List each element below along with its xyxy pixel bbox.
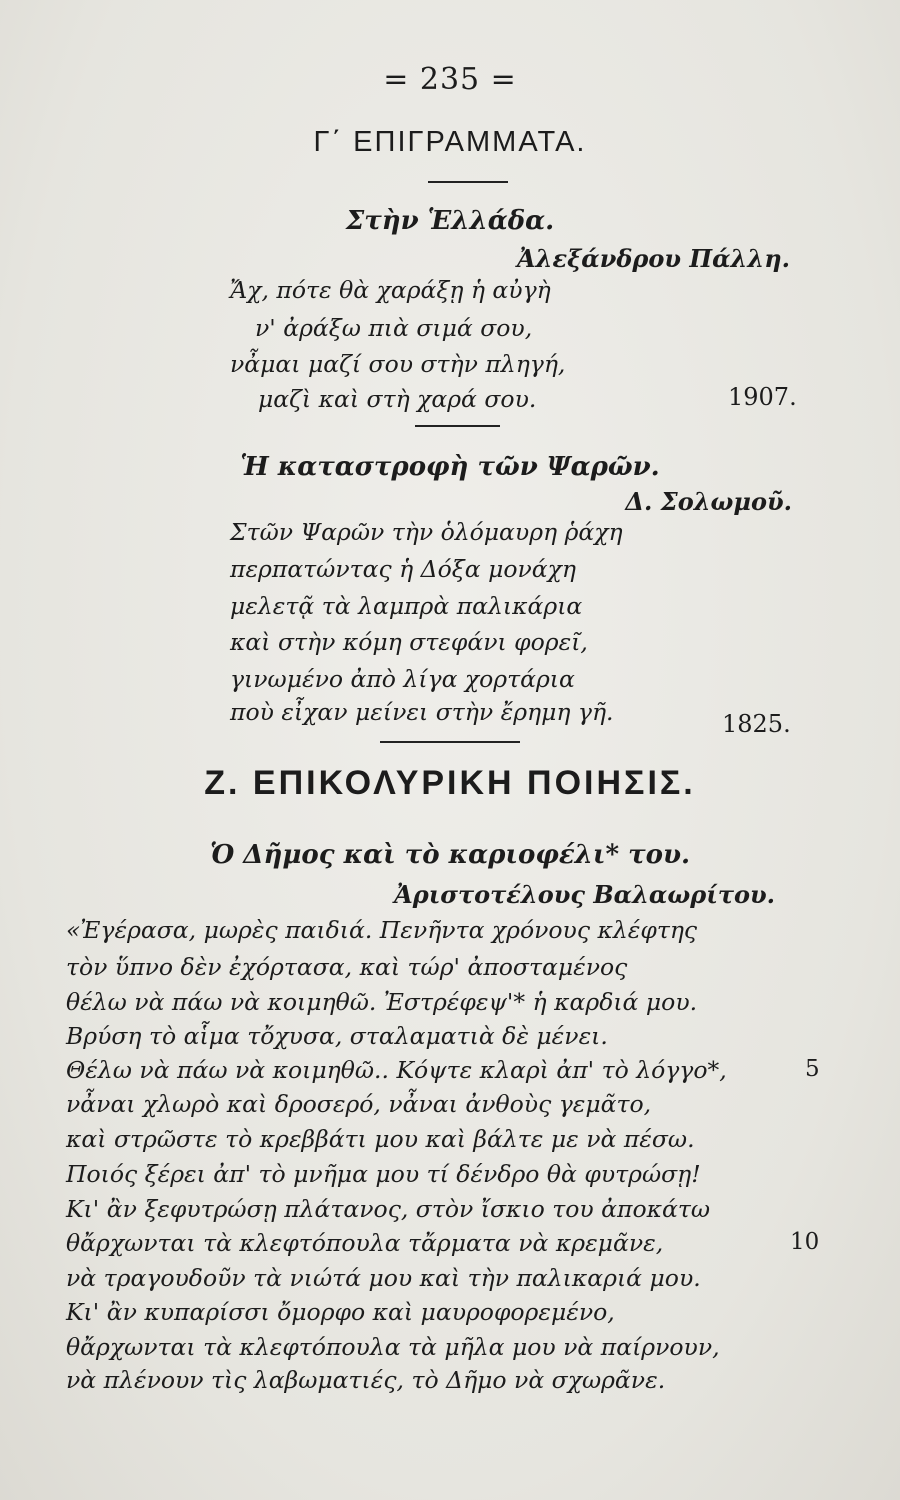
poem-year: 1825. [722, 710, 791, 738]
verse-line: καὶ στὴν κόμη στεφάνι φορεῖ, [230, 628, 588, 656]
verse-line: Κι' ἂν κυπαρίσσι ὄμορφο καὶ μαυροφορεμένο, [66, 1298, 615, 1326]
verse-line: θέλω νὰ πάω νὰ κοιμηθῶ. Ἐστρέφεψ'* ἡ καρδιά μου. [66, 988, 698, 1016]
section-title-epicolyric-poetry: Ζ. ΕΠΙΚΟΛΥΡΙΚΗ ΠΟΙΗΣΙΣ. [204, 764, 696, 802]
line-number: 10 [790, 1229, 820, 1255]
line-number: 5 [805, 1056, 820, 1082]
divider [380, 741, 520, 743]
verse-line: ν' ἀράξω πιὰ σιμά σου, [255, 314, 533, 342]
verse-line: Βρύση τὸ αἷμα τὄχυσα, σταλαματιὰ δὲ μένει. [66, 1022, 608, 1050]
poem-title: Ὁ Δῆμος καὶ τὸ καριοφέλι* του. [209, 840, 691, 870]
page-number: = 235 = [383, 62, 517, 97]
verse-line: μελετᾷ τὰ λαμπρὰ παλικάρια [230, 592, 583, 620]
poem-year: 1907. [728, 383, 797, 411]
verse-line: καὶ στρῶστε τὸ κρεββάτι μου καὶ βάλτε με νὰ πέσω. [66, 1125, 695, 1153]
verse-line: Κι' ἂν ξεφυτρώσῃ πλάτανος, στὸν ἴσκιο του ἀποκάτω [66, 1195, 711, 1223]
poem-title: Ἡ καταστροφὴ τῶν Ψαρῶν. [240, 452, 660, 482]
verse-line: νὰ τραγουδοῦν τὰ νιώτά μου καὶ τὴν παλικαριά μου. [66, 1264, 701, 1292]
verse-line: Ἄχ, πότε θὰ χαράξῃ ἡ αὐγὴ [230, 276, 551, 304]
verse-line: περπατώντας ἡ Δόξα μονάχη [230, 555, 576, 583]
poem-author: Δ. Σολωμοῦ. [625, 487, 792, 516]
verse-line: νὰ πλένουν τὶς λαβωματιές, τὸ Δῆμο νὰ σχωρᾶνε. [66, 1366, 666, 1394]
verse-line: μαζὶ καὶ στὴ χαρά σου. [258, 385, 537, 413]
divider [428, 181, 508, 183]
verse-line: γινωμένο ἀπὸ λίγα χορτάρια [230, 665, 575, 693]
poem-author: Ἀριστοτέλους Βαλαωρίτου. [394, 880, 775, 909]
poem-title: Στὴν Ἑλλάδα. [345, 206, 555, 236]
poem-author: Ἀλεξάνδρου Πάλλη. [517, 244, 790, 273]
verse-line: ποὺ εἶχαν μείνει στὴν ἔρημη γῆ. [230, 698, 614, 726]
verse-line: θἄρχωνται τὰ κλεφτόπουλα τἄρματα νὰ κρεμᾶνε, [66, 1229, 664, 1257]
verse-line: νἆμαι μαζί σου στὴν πληγή, [230, 350, 566, 378]
verse-line: Θέλω νὰ πάω νὰ κοιμηθῶ.. Κόψτε κλαρὶ ἀπ' τὸ λόγγο*, [66, 1056, 727, 1084]
verse-line: νἆναι χλωρὸ καὶ δροσερό, νἆναι ἀνθοὺς γεμᾶτο, [66, 1090, 652, 1118]
verse-line: «Ἐγέρασα, μωρὲς παιδιά. Πενῆντα χρόνους κλέφτης [66, 916, 698, 944]
verse-line: θἄρχωνται τὰ κλεφτόπουλα τὰ μῆλα μου νὰ παίρνουν, [66, 1333, 720, 1361]
divider [415, 425, 500, 427]
verse-line: τὸν ὕπνο δὲν ἐχόρτασα, καὶ τώρ' ἀποσταμένος [66, 953, 628, 981]
verse-line: Ποιός ξέρει ἀπ' τὸ μνῆμα μου τί δένδρο θὰ φυτρώσῃ! [66, 1160, 701, 1188]
section-title-epigrams: Γ΄ ΕΠΙΓΡΑΜΜΑΤΑ. [313, 126, 587, 158]
verse-line: Στῶν Ψαρῶν τὴν ὁλόμαυρη ῥάχη [230, 518, 623, 546]
